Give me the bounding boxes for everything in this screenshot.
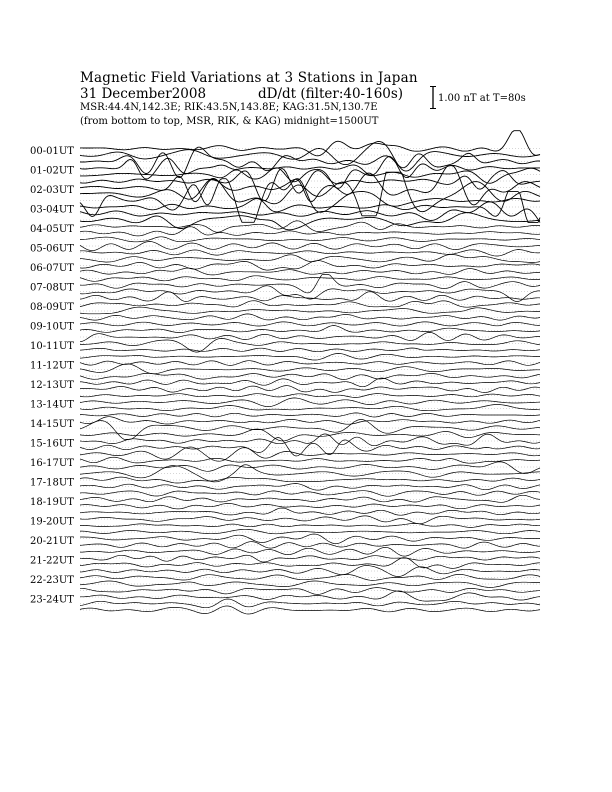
hour-row-16-17UT	[30, 457, 540, 482]
trace-MSR	[80, 588, 540, 595]
trace-MSR	[80, 353, 540, 360]
hour-row-05-06UT	[30, 242, 540, 263]
hour-label: 18-19UT	[30, 497, 74, 508]
chart-filter: dD/dt (filter:40-160s)	[258, 86, 404, 102]
trace-MSR	[80, 292, 540, 302]
trace-KAG	[80, 477, 540, 483]
trace-RIK	[80, 142, 540, 172]
hour-label: 14-15UT	[30, 419, 74, 430]
hour-row-23-24UT	[30, 591, 540, 614]
trace-MSR	[80, 429, 540, 441]
trace-RIK	[80, 405, 540, 411]
hour-label: 12-13UT	[30, 380, 74, 391]
chart-date: 31 December2008	[80, 86, 207, 102]
hour-row-20-21UT	[30, 534, 540, 556]
trace-RIK	[80, 268, 540, 275]
hour-label: 17-18UT	[30, 477, 74, 489]
hour-label: 00-01UT	[30, 146, 74, 157]
hour-label: 02-03UT	[30, 185, 74, 196]
trace-KAG	[80, 555, 540, 562]
trace-KAG	[80, 301, 540, 308]
trace-KAG	[80, 157, 540, 180]
trace-MSR	[80, 394, 540, 398]
hour-row-14-15UT	[30, 417, 540, 441]
hour-label: 20-21UT	[30, 536, 74, 547]
hour-label: 13-14UT	[30, 399, 74, 411]
trace-KAG	[80, 398, 540, 407]
trace-RIK	[80, 484, 540, 491]
trace-MSR	[80, 508, 540, 515]
hour-label: 06-07UT	[30, 263, 74, 274]
trace-MSR	[80, 314, 540, 320]
hour-label: 10-11UT	[30, 341, 74, 352]
hour-row-10-11UT	[30, 338, 540, 360]
trace-MSR	[80, 373, 540, 379]
hour-row-13-14UT	[30, 398, 540, 417]
hour-row-21-22UT	[30, 555, 540, 576]
trace-KAG	[80, 274, 540, 293]
trace-KAG	[80, 417, 540, 425]
hour-label: 09-10UT	[30, 321, 74, 333]
hour-row-12-13UT	[30, 378, 540, 397]
trace-RIK	[80, 348, 540, 352]
trace-KAG	[80, 361, 540, 366]
hour-row-15-16UT	[30, 434, 540, 461]
trace-RIK	[80, 250, 540, 257]
trace-KAG	[80, 534, 540, 544]
station-order-note: (from bottom to top, MSR, RIK, & KAG) midnight=1500UT	[80, 116, 379, 127]
trace-RIK	[80, 326, 540, 333]
trace-MSR	[80, 491, 540, 497]
trace-KAG	[80, 516, 540, 524]
hour-row-08-09UT	[30, 301, 540, 320]
station-coordinates: MSR:44.4N,142.3E; RIK:43.5N,143.8E; KAG:31.5N,130.7E	[80, 102, 378, 113]
hour-row-09-10UT	[30, 322, 540, 342]
hour-label: 16-17UT	[30, 458, 74, 469]
hour-label: 05-06UT	[30, 243, 74, 255]
hour-label: 23-24UT	[30, 594, 74, 606]
hour-row-11-12UT	[30, 361, 540, 380]
trace-KAG	[80, 457, 540, 463]
trace-RIK	[80, 364, 540, 374]
hour-label: 04-05UT	[30, 224, 74, 235]
trace-KAG	[80, 495, 540, 502]
trace-MSR	[80, 213, 540, 230]
trace-RIK	[80, 462, 540, 474]
hour-row-04-05UT	[30, 221, 540, 242]
scale-label: 1.00 nT at T=80s	[438, 93, 526, 104]
trace-RIK	[80, 581, 540, 588]
trace-MSR	[80, 529, 540, 534]
trace-RIK	[80, 286, 540, 302]
hour-row-19-20UT	[30, 516, 540, 534]
hour-label: 19-20UT	[30, 516, 74, 528]
trace-RIK	[80, 202, 540, 223]
hour-label: 22-23UT	[30, 575, 74, 586]
trace-RIK	[80, 307, 540, 314]
hour-label: 15-16UT	[30, 438, 74, 450]
hour-label: 21-22UT	[30, 555, 74, 567]
hour-row-18-19UT	[30, 495, 540, 515]
trace-RIK	[80, 558, 540, 569]
hour-row-22-23UT	[30, 574, 540, 594]
hour-label: 03-04UT	[30, 204, 74, 216]
hour-row-06-07UT	[30, 261, 540, 282]
trace-MSR	[80, 254, 540, 262]
trace-MSR	[80, 332, 540, 341]
chart-title: Magnetic Field Variations at 3 Stations in Japan	[80, 70, 418, 86]
hour-row-17-18UT	[30, 477, 540, 496]
hour-label: 08-09UT	[30, 302, 74, 313]
hour-label: 11-12UT	[30, 360, 74, 372]
hour-label: 07-08UT	[30, 282, 74, 294]
hour-label: 01-02UT	[30, 165, 74, 177]
